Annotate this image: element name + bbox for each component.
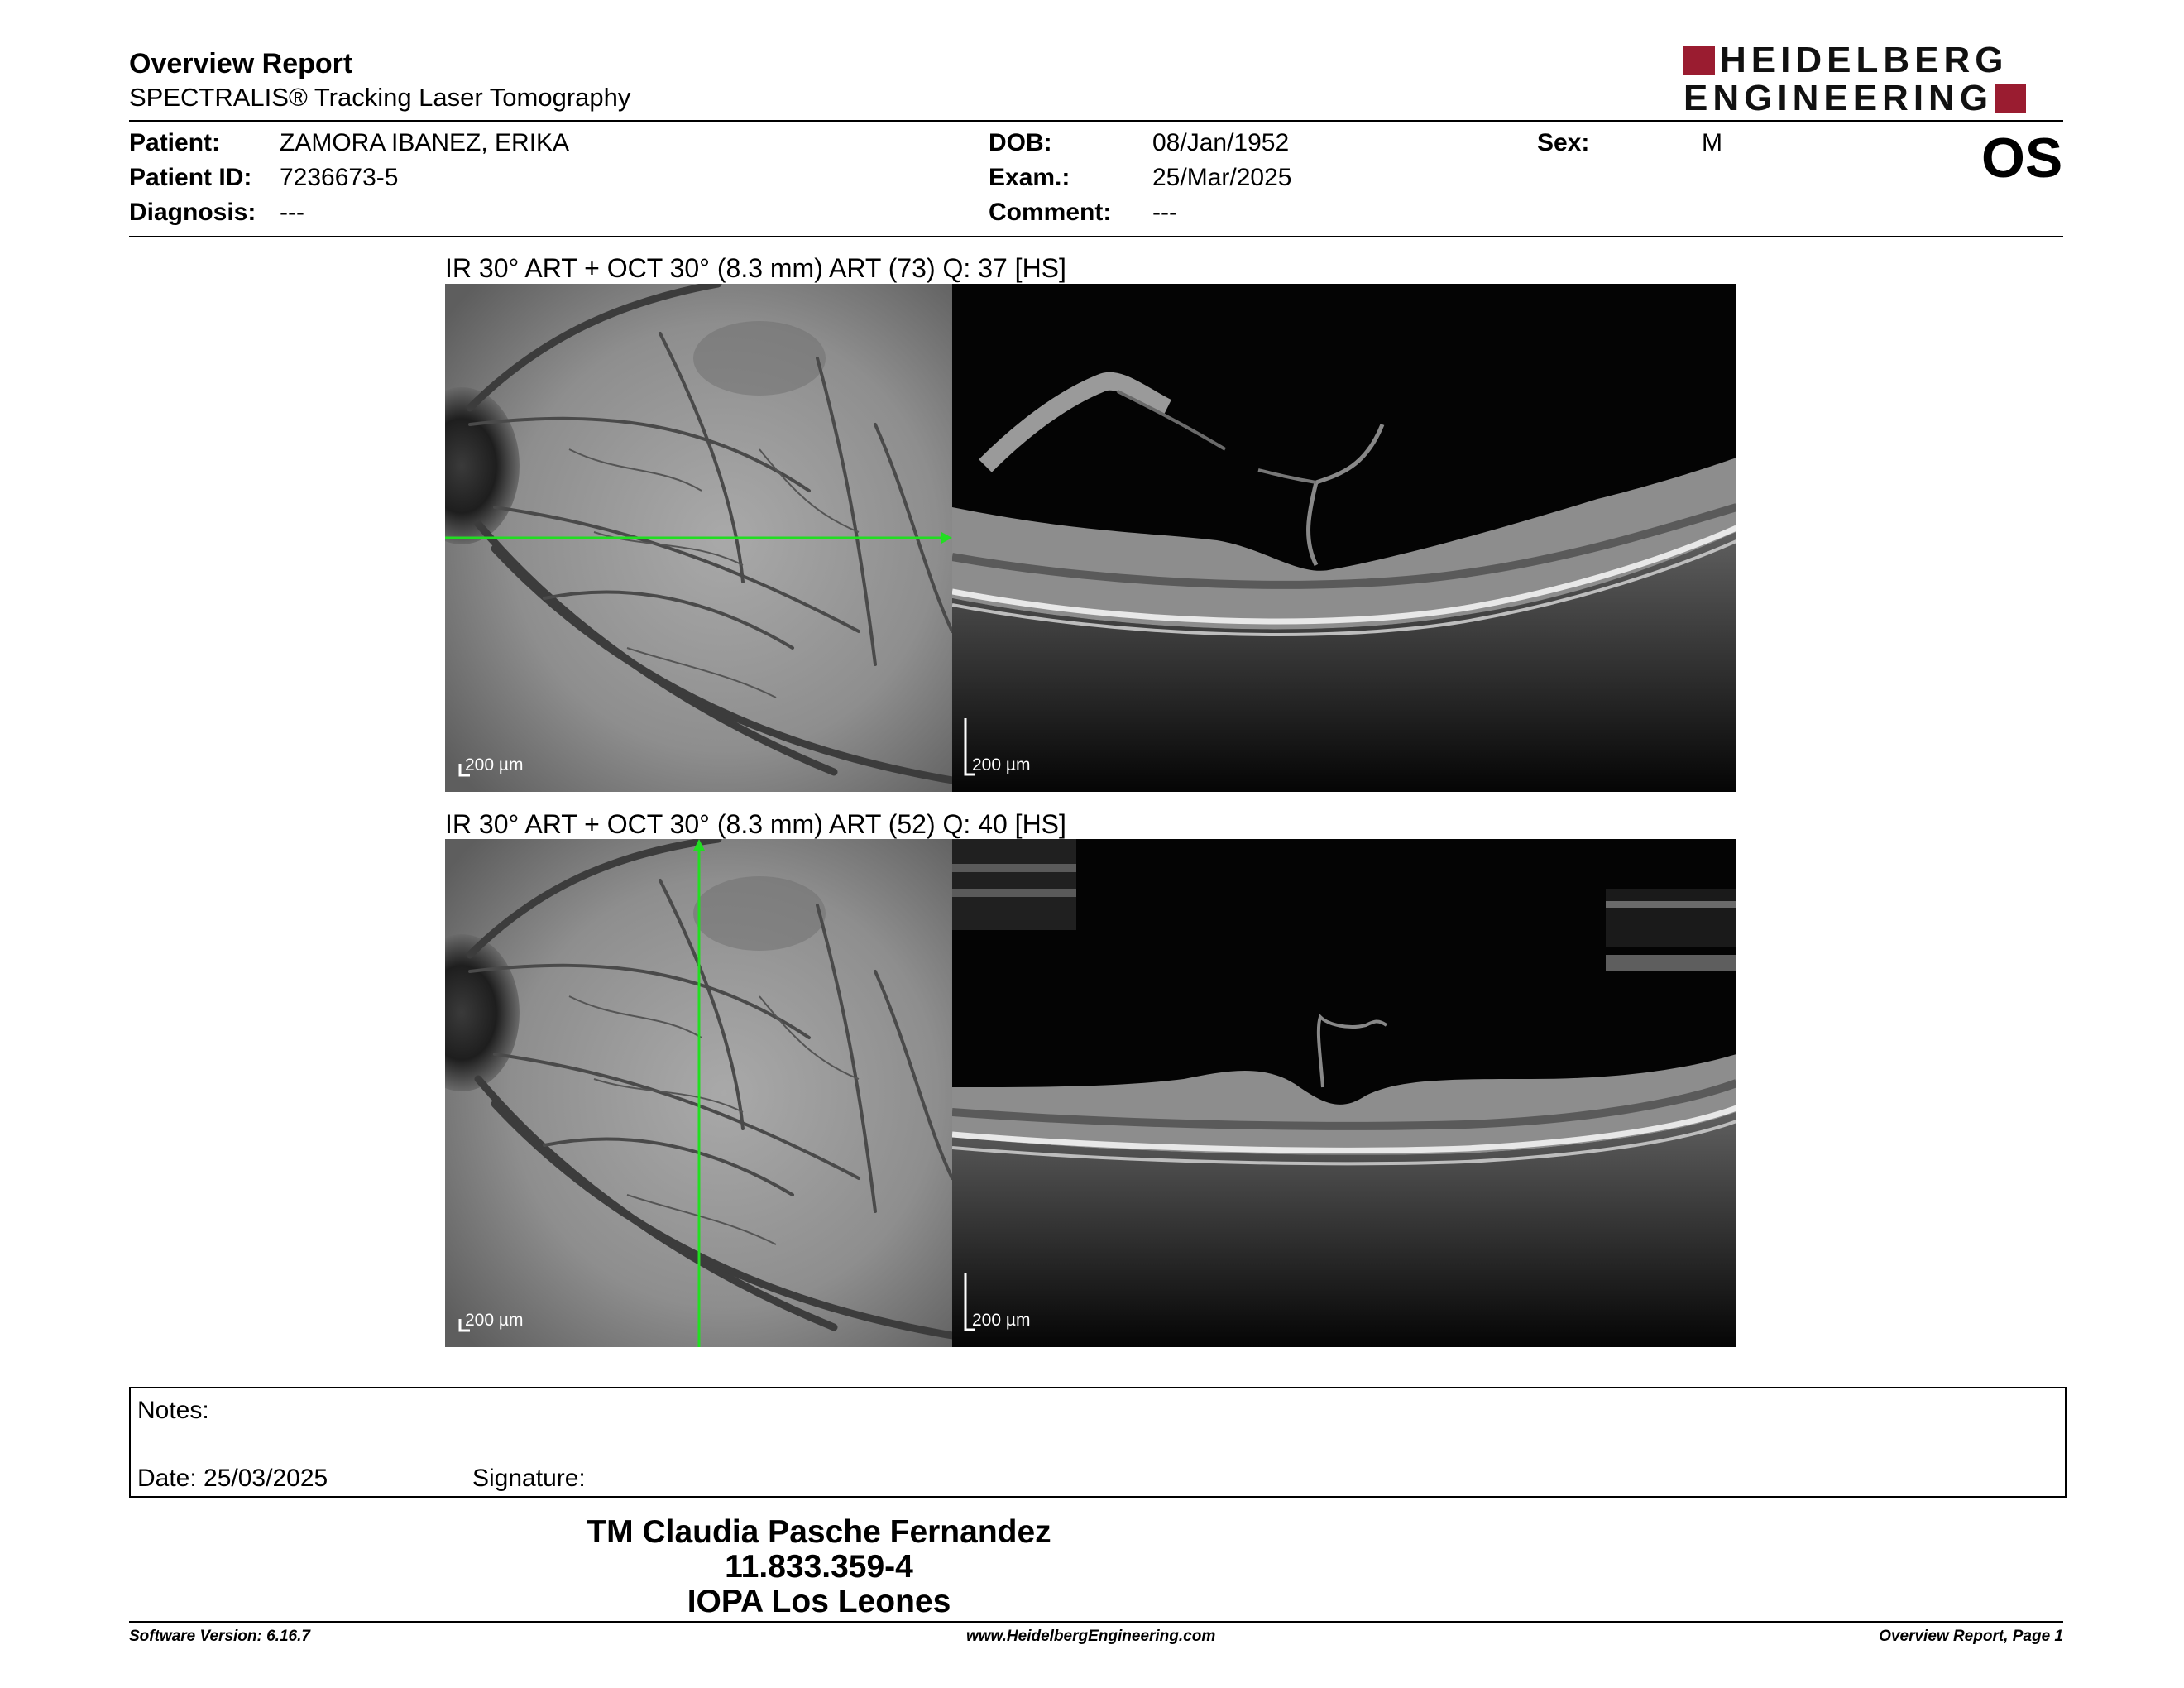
scan1-caption: IR 30° ART + OCT 30° (8.3 mm) ART (73) Q: 37 [HS]	[445, 253, 1066, 283]
signature-label: Signature:	[472, 1465, 586, 1492]
footer-divider	[129, 1621, 2063, 1623]
report-title: Overview Report	[129, 48, 353, 79]
header-divider	[129, 120, 2063, 122]
page-label: Overview Report, Page 1	[1879, 1628, 2063, 1645]
scan1-fundus-drawing	[445, 284, 952, 792]
report-subtitle: SPECTRALIS® Tracking Laser Tomography	[129, 83, 631, 112]
patient-value: ZAMORA IBANEZ, ERIKA	[280, 129, 570, 156]
scan2-caption: IR 30° ART + OCT 30° (8.3 mm) ART (52) Q: 40 [HS]	[445, 809, 1066, 839]
stamp-line2: 11.833.359-4	[725, 1549, 913, 1585]
dob-label: DOB:	[989, 129, 1052, 156]
logo-square-icon	[1995, 84, 2026, 113]
scan2-oct-scale: 200 µm	[972, 1311, 1031, 1330]
scan2-fundus-image[interactable]	[445, 839, 952, 1347]
stamp-line3: IOPA Los Leones	[687, 1584, 951, 1619]
patient-label: Patient:	[129, 129, 221, 156]
stamp-line1: TM Claudia Pasche Fernandez	[587, 1514, 1051, 1550]
sex-value: M	[1702, 129, 1722, 156]
patient-divider	[129, 236, 2063, 237]
scan2-oct-drawing	[952, 839, 1736, 1347]
scan2-fundus-drawing	[445, 839, 952, 1347]
scan1-fundus-image[interactable]	[445, 284, 952, 792]
patient-id-value: 7236673-5	[280, 164, 399, 191]
scan1-fundus-scale: 200 µm	[465, 755, 524, 774]
logo-square-icon	[1684, 46, 1715, 75]
dob-value: 08/Jan/1952	[1152, 129, 1290, 156]
diagnosis-value: ---	[280, 199, 304, 226]
exam-value: 25/Mar/2025	[1152, 164, 1292, 191]
scan2-fundus-scale: 200 µm	[465, 1311, 524, 1330]
patient-id-label: Patient ID:	[129, 164, 252, 191]
scan1-oct-scale: 200 µm	[972, 755, 1031, 774]
diagnosis-label: Diagnosis:	[129, 199, 256, 226]
comment-label: Comment:	[989, 199, 1112, 226]
sex-label: Sex:	[1537, 129, 1590, 156]
notes-label: Notes:	[137, 1397, 209, 1424]
eye-indicator: OS	[1981, 127, 2063, 189]
logo-line2: ENGINEERING	[1684, 78, 1994, 118]
website-link[interactable]: www.HeidelbergEngineering.com	[966, 1628, 1216, 1645]
software-version: Software Version: 6.16.7	[129, 1628, 310, 1645]
comment-value: ---	[1152, 199, 1177, 226]
scan1-oct-image[interactable]	[952, 284, 1736, 792]
exam-label: Exam.:	[989, 164, 1070, 191]
scan2-oct-image[interactable]	[952, 839, 1736, 1347]
scan1-oct-drawing	[952, 284, 1736, 792]
notes-box[interactable]	[129, 1387, 2067, 1498]
logo-line1: HEIDELBERG	[1720, 40, 2009, 80]
notes-date: Date: 25/03/2025	[137, 1465, 328, 1492]
heidelberg-logo	[1684, 40, 2064, 119]
